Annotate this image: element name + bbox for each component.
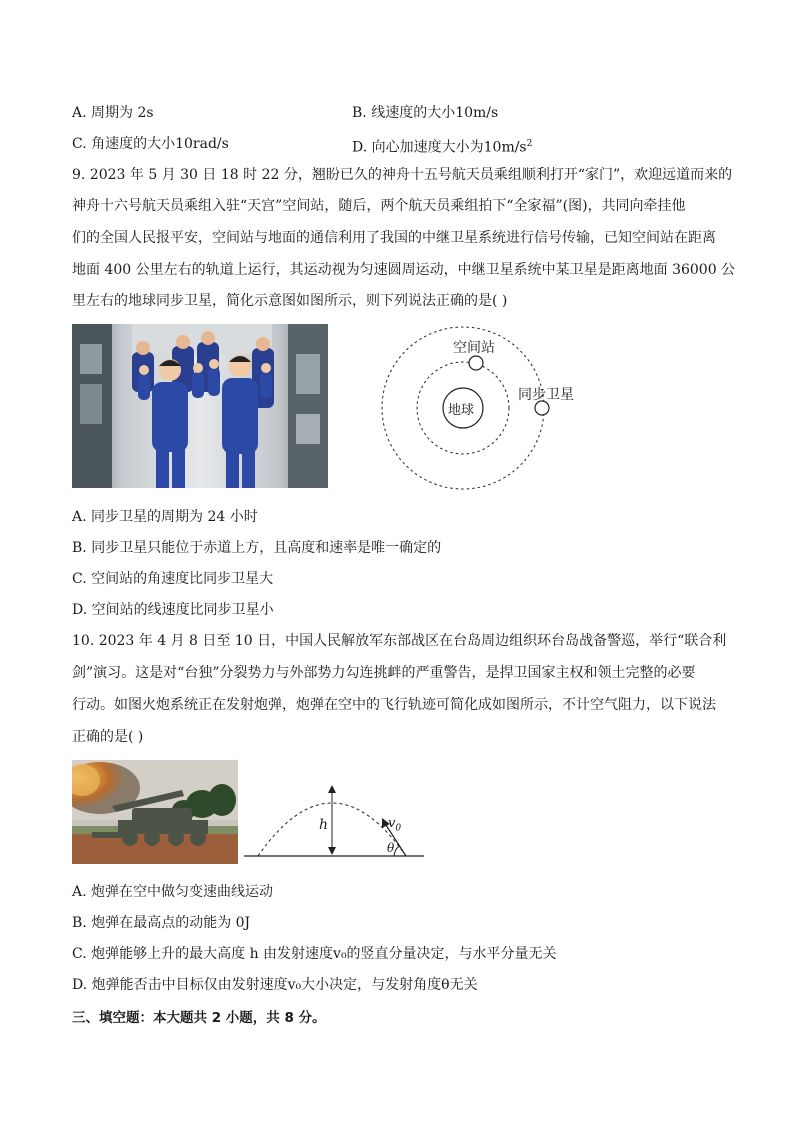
- q9-option-b: B. 同步卫星只能位于赤道上方，且高度和速率是唯一确定的: [72, 540, 442, 556]
- q9-option-d: D. 空间站的线速度比同步卫星小: [72, 602, 274, 618]
- earth-label: 地球: [448, 403, 475, 418]
- q8-option-a: A. 周期为 2s: [72, 105, 154, 121]
- artillery-photo: [72, 760, 238, 864]
- q8-option-b: B. 线速度的大小10m/s: [352, 105, 499, 121]
- q9-option-a: A. 同步卫星的周期为 24 小时: [72, 509, 258, 525]
- q8-option-c: C. 角速度的大小10rad/s: [72, 136, 229, 152]
- q10-stem-line-1: 10. 2023 年 4 月 8 日至 10 日，中国人民解放军东部战区在台岛周边组织环台岛战备警巡，举行“联合利: [72, 633, 727, 649]
- space-station-label: 空间站: [453, 340, 495, 356]
- q10-option-c: C. 炮弹能够上升的最大高度 h 由发射速度v₀的竖直分量决定，与水平分量无关: [72, 946, 557, 962]
- q10-stem-line-4: 正确的是( ): [72, 729, 144, 745]
- q9-stem-line-2: 神舟十六号航天员乘组入驻“天宫”空间站，随后，两个航天员乘组拍下“全家福”(图)，共同向牵挂他: [72, 198, 686, 214]
- height-label: h: [319, 817, 329, 833]
- q9-stem-line-3: 们的全国人民报平安，空间站与地面的通信利用了我国的中继卫星系统进行信号传输，已知空间站在距离: [72, 230, 716, 246]
- angle-label: θ: [387, 841, 395, 855]
- q10-option-a: A. 炮弹在空中做匀变速曲线运动: [72, 884, 274, 900]
- orbit-diagram: [370, 320, 610, 496]
- velocity-label: [388, 816, 401, 834]
- q10-stem-line-2: 剑”演习。这是对“台独”分裂势力与外部势力勾连挑衅的严重警告，是捍卫国家主权和领土完整的必要: [72, 665, 696, 681]
- q10-option-b: B. 炮弹在最高点的动能为 0J: [72, 915, 251, 931]
- astronauts-photo-drawing: [72, 324, 328, 488]
- q9-stem-line-1: 9. 2023 年 5 月 30 日 18 时 22 分，翘盼已久的神舟十五号航天员乘组顺利打开“家门”，欢迎远道而来的: [72, 167, 733, 183]
- q8-option-d: [352, 134, 532, 158]
- velocity-label-sub: 0: [395, 823, 402, 834]
- trajectory-diagram: [244, 780, 426, 864]
- q10-stem-line-3: 行动。如图火炮系统正在发射炮弹，炮弹在空中的飞行轨迹可简化成如图所示，不计空气阻力，以下说法: [72, 697, 716, 713]
- q8-option-d-text: D. 向心加速度大小为10m/s: [352, 139, 527, 156]
- q8-option-d-sup: 2: [526, 139, 533, 149]
- q9-stem-line-5: 里左右的地球同步卫星，简化示意图如图所示，则下列说法正确的是( ): [72, 293, 508, 309]
- astronauts-photo: [72, 324, 328, 488]
- q10-option-d: D. 炮弹能否击中目标仅由发射速度v₀大小决定，与发射角度θ无关: [72, 977, 478, 993]
- section-3-heading: 三、填空题：本大题共 2 小题，共 8 分。: [72, 1010, 326, 1026]
- q9-option-c: C. 空间站的角速度比同步卫星大: [72, 571, 274, 587]
- q9-stem-line-4: 地面 400 公里左右的轨道上运行，其运动视为匀速圆周运动，中继卫星系统中某卫星是距离地面 36000 公: [72, 262, 736, 278]
- artillery-photo-drawing: [72, 760, 238, 864]
- sync-satellite-label: 同步卫星: [518, 387, 574, 403]
- velocity-label-v: v: [388, 816, 396, 831]
